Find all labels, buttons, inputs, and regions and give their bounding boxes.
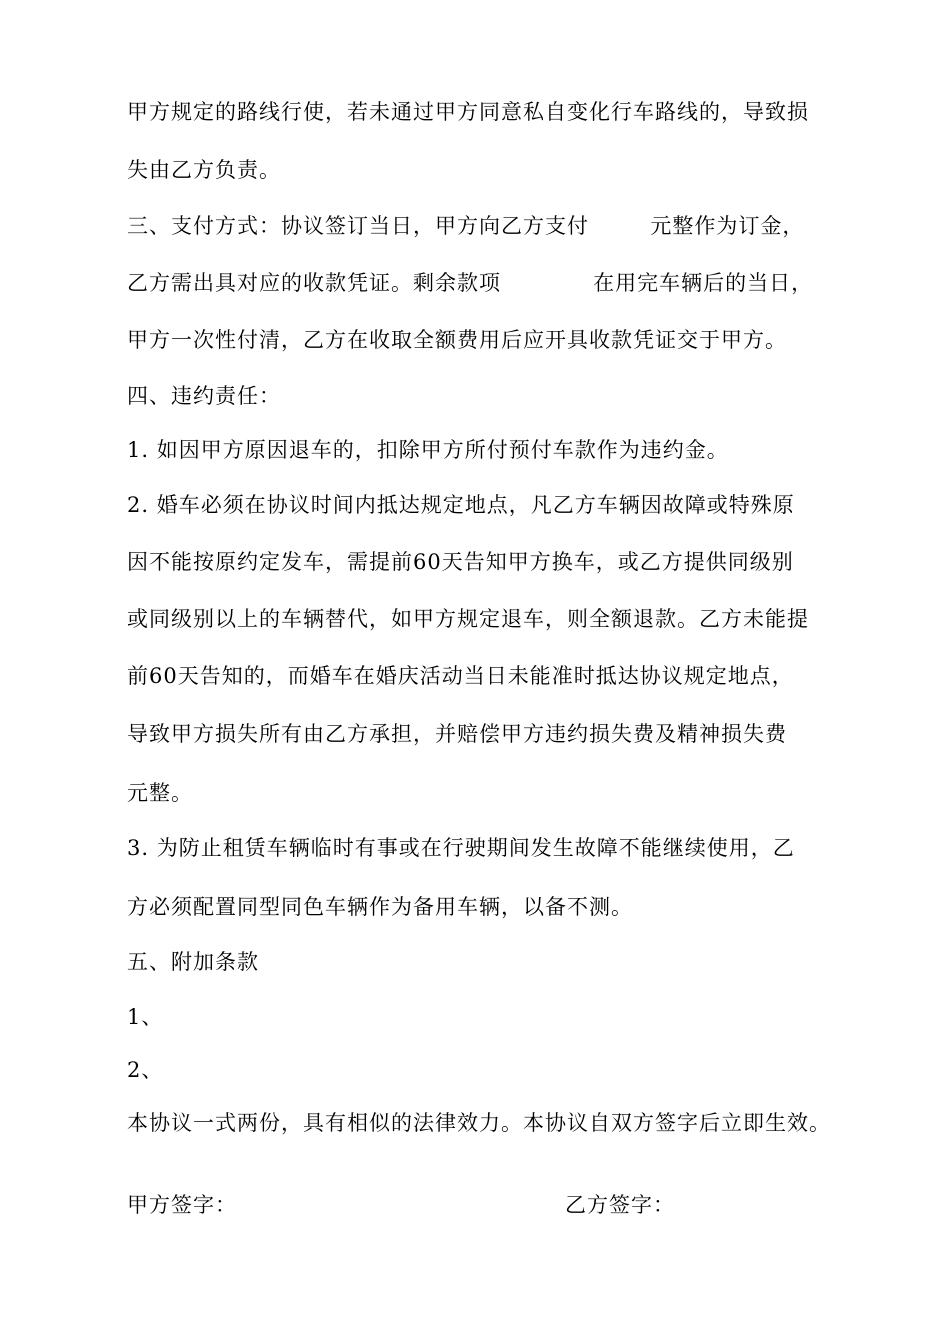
clause-item-3: 3. 为防止租赁车辆临时有事或在行驶期间发生故障不能继续使用，乙	[127, 836, 795, 860]
clause-text-line: 方必须配置同型同色车辆作为备用车辆，以备不测。	[127, 895, 633, 919]
clause-text-line: 前60天告知的，而婚车在婚庆活动当日未能准时抵达协议规定地点，	[127, 664, 794, 688]
clause-text-line: 失由乙方负责。	[127, 158, 281, 182]
additional-term-2: 2、	[127, 1058, 164, 1082]
additional-term-1: 1、	[127, 1005, 164, 1029]
payment-method-heading: 三、支付方式：协议签订当日，甲方向乙方支付 元整作为订金，	[127, 214, 805, 238]
clause-text-line: 甲方规定的路线行使，若未通过甲方同意私自变化行车路线的，导致损	[127, 100, 809, 124]
party-b-signature-label: 乙方签字：	[565, 1193, 675, 1217]
clause-text-line: 甲方一次性付清，乙方在收取全额费用后应开具收款凭证交于甲方。	[127, 328, 787, 352]
clause-text-line: 导致甲方损失所有由乙方承担，并赔偿甲方违约损失费及精神损失费	[127, 722, 787, 746]
clause-text-line: 乙方需出具对应的收款凭证。剩余款项 在用完车辆后的当日，	[127, 271, 814, 295]
clause-item-2: 2. 婚车必须在协议时间内抵达规定地点，凡乙方车辆因故障或特殊原	[127, 493, 795, 517]
breach-liability-heading: 四、违约责任：	[127, 384, 281, 408]
clause-text-line: 元整。	[127, 781, 193, 805]
party-a-signature-label: 甲方签字：	[127, 1193, 237, 1217]
effect-statement: 本协议一式两份，具有相似的法律效力。本协议自双方签字后立即生效。	[127, 1111, 831, 1135]
clause-item-1: 1. 如因甲方原因退车的，扣除甲方所付预付车款作为违约金。	[127, 438, 729, 462]
clause-text-line: 或同级别以上的车辆替代，如甲方规定退车，则全额退款。乙方未能提	[127, 607, 809, 631]
additional-terms-heading: 五、附加条款	[127, 950, 259, 974]
clause-text-line: 因不能按原约定发车，需提前60天告知甲方换车，或乙方提供同级别	[127, 550, 794, 574]
